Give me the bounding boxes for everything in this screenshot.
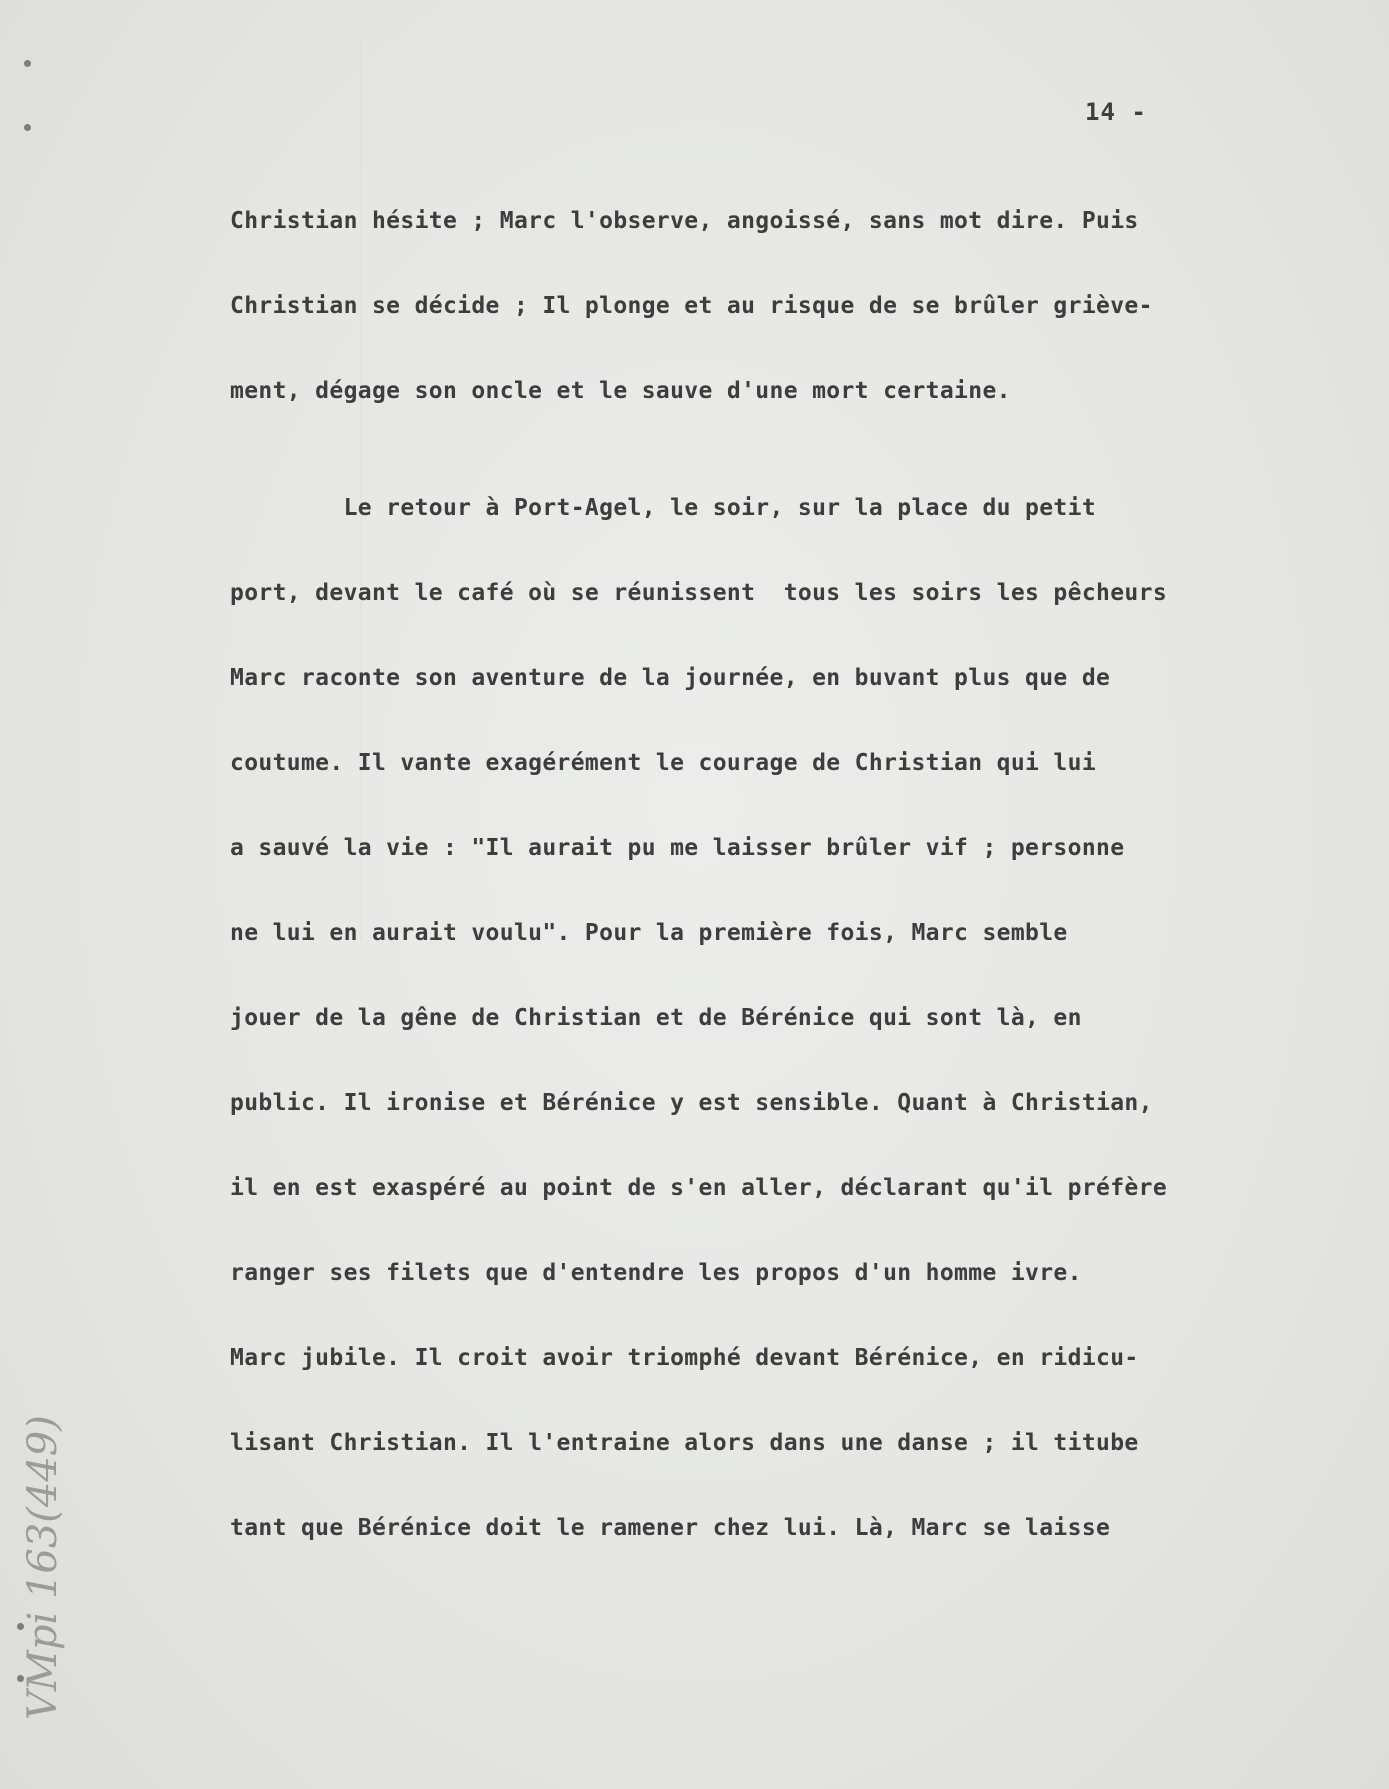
- punch-hole-mark: [24, 124, 31, 131]
- handwritten-archive-mark: VMpi 163(449): [20, 1415, 66, 1720]
- faint-watermark: [360, 40, 662, 940]
- page-number: 14 -: [1085, 98, 1147, 126]
- text-line: ranger ses filets que d'entendre les propos d'un homme ivre.: [230, 1260, 1082, 1286]
- text-line: ment, dégage son oncle et le sauve d'une mort certaine.: [230, 378, 1011, 404]
- text-line: port, devant le café où se réunissent tous les soirs les pêcheurs: [230, 580, 1168, 606]
- text-line: lisant Christian. Il l'entraine alors dans une danse ; il titube: [230, 1430, 1139, 1456]
- text-line: coutume. Il vante exagérément le courage de Christian qui lui: [230, 750, 1097, 776]
- text-line: ne lui en aurait voulu". Pour la première fois, Marc semble: [230, 920, 1068, 946]
- text-line: public. Il ironise et Bérénice y est sensible. Quant à Christian,: [230, 1090, 1153, 1116]
- punch-hole-mark: [24, 60, 31, 67]
- text-line: tant que Bérénice doit le ramener chez lui. Là, Marc se laisse: [230, 1515, 1111, 1541]
- text-line: Christian hésite ; Marc l'observe, angoissé, sans mot dire. Puis: [230, 208, 1139, 234]
- text-line: Christian se décide ; Il plonge et au risque de se brûler griève-: [230, 293, 1153, 319]
- text-line: Marc raconte son aventure de la journée, en buvant plus que de: [230, 665, 1111, 691]
- text-line: il en est exaspéré au point de s'en aller, déclarant qu'il préfère: [230, 1175, 1168, 1201]
- text-line: Marc jubile. Il croit avoir triomphé devant Bérénice, en ridicu-: [230, 1345, 1139, 1371]
- text-line: a sauvé la vie : "Il aurait pu me laisser brûler vif ; personne: [230, 835, 1125, 861]
- text-line: jouer de la gêne de Christian et de Bérénice qui sont là, en: [230, 1005, 1082, 1031]
- text-line: Le retour à Port-Agel, le soir, sur la place du petit: [230, 495, 1097, 521]
